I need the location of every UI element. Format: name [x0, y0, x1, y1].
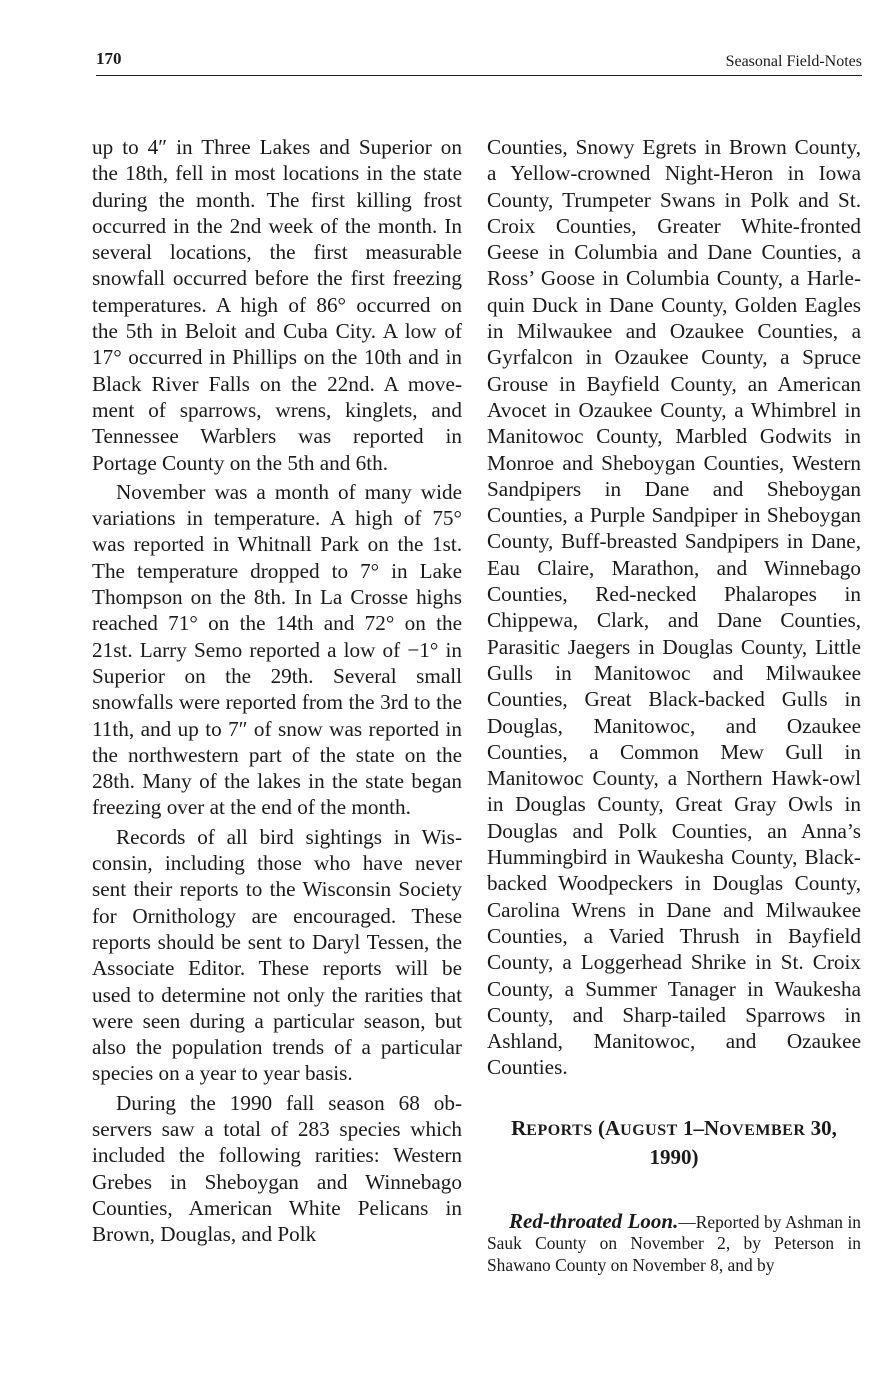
paragraph-rarities-continued: Counties, Snowy Egrets in Brown County, a Yellow-crowned Night-Heron in Iowa County, Trumpeter Swans in Polk and St. Croix Counties, Greater White-fronted Geese in Columbia and Dane Counties, a Ross’ Goose in Columbia County, a Harlequin Duck in Dane County, Golden Eagles in Milwaukee and Ozaukee Counties, a Gyrfalcon in Ozaukee County, a Spruce Grouse in Bayfield County, an American Avocet in Ozaukee County, a Whimbrel in Manitowoc County, Marbled Godwits in Monroe and Sheboygan Counties, Western Sandpipers in Dane and Sheboygan Counties, a Purple Sandpiper in Sheboygan County, Buff-breasted Sandpipers in Dane, Eau Claire, Marathon, and Winnebago Counties, Red-necked Phalaropes in Chippewa, Clark, and Dane Counties, Parasitic Jaegers in Douglas County, Little Gulls in Manitowoc and Milwaukee Counties, Great Black-backed Gulls in Douglas, Manitowoc, and Ozaukee Counties, a Common Mew Gull in Manitowoc County, a Northern Hawk-owl in Douglas County, Great Gray Owls in Douglas and Polk Counties, an Anna’s Hummingbird in Waukesha County, Black-backed Woodpeckers in Douglas County, Carolina Wrens in Dane and Milwaukee Counties, a Varied Thrush in Bayfield County, a Loggerhead Shrike in St. Croix County, a Summer Tanager in Waukesha County, and Sharp-tailed Sparrows in Ashland, Manitowoc, and Ozaukee Counties. — [487, 135, 861, 1080]
right-column — [487, 134, 861, 1276]
page-number: 170 — [96, 49, 122, 68]
left-column — [92, 134, 462, 1247]
reports-heading: REPORTS (AUGUST 1–NOVEMBER 30, 1990) — [511, 1115, 837, 1169]
paragraph-october-weather: up to 4″ in Three Lakes and Superior on the 18th, fell in most locations in the state during the month. The first killing frost occurred in the 2nd week of the month. In several locations, the first measurable snowfall occurred before the first freezing temperatures. A high of 86° occurred on the 5th in Beloit and Cuba City. A low of 17° occurred in Phillips on the 10th and in Black River Falls on the 22nd. A movement of sparrows, wrens, kinglets, and Tennessee Warblers was reported in Portage County on the 5th and 6th. — [92, 135, 462, 475]
species-entry-red-throated-loon — [487, 1208, 861, 1277]
species-entry-text: —Reported by Ashman in Sauk County on November 2, by Peterson in Shawano County on November 8, and by — [487, 1211, 861, 1275]
paragraph-records-request: Records of all bird sightings in Wisconsin, including those who have never sent their reports to the Wisconsin Society for Ornithology are encouraged. These reports should be sent to Daryl Tessen, the Associate Editor. These reports will be used to determine not only the rarities that were seen during a particular season, but also the population trends of a particular species on a year to year basis. — [92, 824, 462, 1086]
running-head — [96, 49, 862, 76]
paragraph-november-weather: November was a month of many wide variations in temperature. A high of 75° was reported in Whitnall Park on the 1st. The temperature dropped to 7° in Lake Thompson on the 8th. In La Crosse highs reached 71° on the 14th and 72° on the 21st. Larry Semo reported a low of −1° in Superior on the 29th. Several small snowfalls were reported from the 3rd to the 11th, and up to 7″ of snow was reported in the northwestern part of the state on the 28th. Many of the lakes in the state began freezing over at the end of the month. — [92, 479, 462, 820]
species-name: Red-throated Loon. — [509, 1208, 679, 1233]
running-head-section-title: Seasonal Field-Notes — [725, 53, 862, 70]
paragraph-fall-season-summary: During the 1990 fall season 68 observers saw a total of 283 species which included the following rarities: Western Grebes in Sheboygan and Winnebago Counties, American White Pelicans in Brown, Douglas, and Polk — [92, 1090, 462, 1247]
